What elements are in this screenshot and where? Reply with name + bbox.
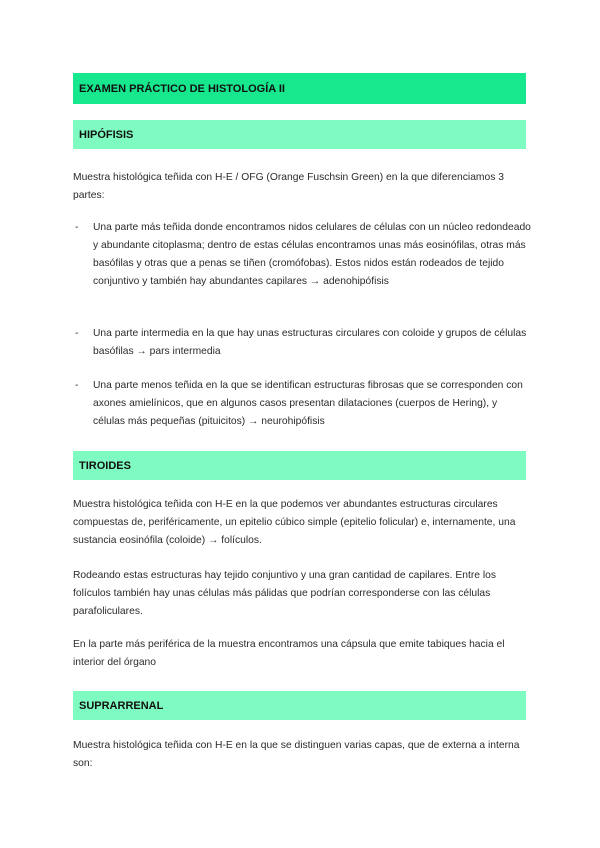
section-heading-text: SUPRARRENAL: [79, 699, 164, 712]
document-title: EXAMEN PRÁCTICO DE HISTOLOGÍA II: [79, 82, 285, 95]
section-heading-suprarrenal: [73, 691, 526, 720]
section-heading-tiroides: [73, 451, 526, 480]
tiroides-paragraph: Muestra histológica teñida con H-E en la que podemos ver abundantes estructuras circulares compuestas de, periféricamente, un epitelio cúbico simple (epitelio folicular) e, internamente, una sustancia eosinófila (coloide) → folículos.: [73, 499, 516, 546]
hipofisis-intro: Muestra histológica teñida con H-E / OFG (Orange Fuschsin Green) en la que diferenciamos 3 partes:: [73, 172, 504, 201]
document-title-bar: [73, 73, 526, 104]
bullet-marker: -: [75, 328, 79, 339]
tiroides-paragraph: En la parte más periférica de la muestra encontramos una cápsula que emite tabiques hacia el interior del órgano: [73, 639, 505, 668]
section-heading-text: TIROIDES: [79, 459, 131, 472]
tiroides-paragraph: Rodeando estas estructuras hay tejido conjuntivo y una gran cantidad de capilares. Entre los folículos también hay unas células más pálidas que podrían corresponderse con las células parafoliculares.: [73, 570, 497, 617]
list-item-text: Una parte más teñida donde encontramos nidos celulares de células con un núcleo redondeado y abundante citoplasma; dentro de estas células encontramos unas más eosinófilas, otras más basófilas y otras que a penas se tiñen (cromófobas). Estos nidos están rodeados de tejido conjuntivo y también hay abundantes capilares → adenohipófisis: [93, 222, 531, 287]
list-item-text: Una parte intermedia en la que hay unas estructuras circulares con coloide y grupos de células basófilas → pars intermedia: [93, 328, 527, 357]
list-item: [73, 377, 531, 431]
list-item: [73, 325, 531, 361]
section-heading-hipofisis: [73, 120, 526, 149]
section-heading-text: HIPÓFISIS: [79, 128, 134, 141]
suprarrenal-intro: Muestra histológica teñida con H-E en la que se distinguen varias capas, que de externa a interna son:: [73, 740, 520, 769]
bullet-marker: -: [75, 380, 79, 391]
bullet-marker: -: [75, 222, 79, 233]
list-item-text: Una parte menos teñida en la que se identifican estructuras fibrosas que se corresponden con axones amielínicos, que en algunos casos presentan dilataciones (cuerpos de Hering), y células más pequeñas (pituicitos) → neurohipófisis: [93, 380, 523, 427]
list-item: [73, 219, 531, 291]
